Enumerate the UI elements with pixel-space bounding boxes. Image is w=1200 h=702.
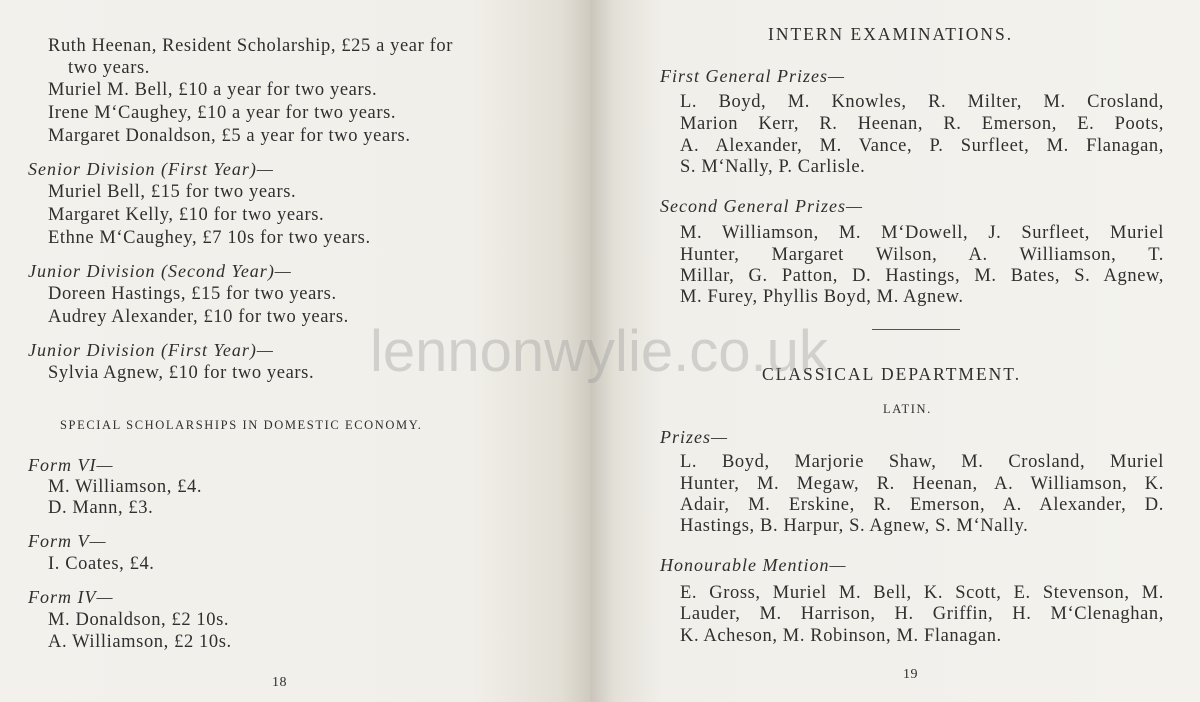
subsection-title: LATIN. <box>883 402 932 416</box>
page-number: 19 <box>903 667 918 682</box>
prize-line: Millar, G. Patton, D. Hastings, M. Bates, S. Agnew, <box>680 266 1164 286</box>
section-heading: First General Prizes— <box>660 66 845 86</box>
list-item: M. Williamson, £4. <box>48 477 203 497</box>
section-title: CLASSICAL DEPARTMENT. <box>762 364 1022 384</box>
list-item: A. Williamson, £2 10s. <box>48 632 232 652</box>
page-title: INTERN EXAMINATIONS. <box>768 24 1014 44</box>
page-number: 18 <box>272 675 287 690</box>
prize-line: L. Boyd, Marjorie Shaw, M. Crosland, Muriel <box>680 452 1164 472</box>
list-item: I. Coates, £4. <box>48 554 155 574</box>
prize-line: Hunter, Margaret Wilson, A. Williamson, T. <box>680 245 1164 265</box>
list-item: D. Mann, £3. <box>48 498 154 518</box>
list-item: Margaret Kelly, £10 for two years. <box>48 205 325 225</box>
divider <box>872 329 960 330</box>
prize-line: A. Alexander, M. Vance, P. Surfleet, M. Flanagan, <box>680 136 1164 156</box>
watermark: lennonwylie.co.uk <box>370 319 828 384</box>
section-heading: Junior Division (First Year)— <box>28 340 274 360</box>
section-heading: Second General Prizes— <box>660 196 863 216</box>
section-heading: Form IV— <box>28 587 114 607</box>
list-item: Muriel Bell, £15 for two years. <box>48 182 297 202</box>
mention-line: E. Gross, Muriel M. Bell, K. Scott, E. Stevenson, M. <box>680 583 1164 603</box>
section-heading: Prizes— <box>660 427 729 447</box>
scholarship-line: Ruth Heenan, Resident Scholarship, £25 a year for <box>48 36 453 56</box>
scholarship-line: two years. <box>68 58 151 78</box>
section-title: SPECIAL SCHOLARSHIPS IN DOMESTIC ECONOMY. <box>60 418 423 432</box>
prize-line: Hunter, M. Megaw, R. Heenan, A. Williamson, K. <box>680 474 1164 494</box>
section-heading: Form VI— <box>28 455 114 475</box>
section-heading: Senior Division (First Year)— <box>28 159 274 179</box>
mention-line: Lauder, M. Harrison, H. Griffin, H. M‘Clenaghan, <box>680 604 1164 624</box>
section-heading: Junior Division (Second Year)— <box>28 261 292 281</box>
scholarship-line: Irene M‘Caughey, £10 a year for two years. <box>48 103 397 123</box>
section-heading: Form V— <box>28 531 107 551</box>
scholarship-line: Muriel M. Bell, £10 a year for two years. <box>48 80 378 100</box>
prize-line: Hastings, B. Harpur, S. Agnew, S. M‘Nally. <box>680 516 1029 536</box>
list-item: Sylvia Agnew, £10 for two years. <box>48 363 315 383</box>
prize-line: S. M‘Nally, P. Carlisle. <box>680 157 866 177</box>
prize-line: L. Boyd, M. Knowles, R. Milter, M. Crosland, <box>680 92 1164 112</box>
list-item: Doreen Hastings, £15 for two years. <box>48 284 337 304</box>
prize-line: M. Furey, Phyllis Boyd, M. Agnew. <box>680 287 964 307</box>
scholarship-line: Margaret Donaldson, £5 a year for two years. <box>48 126 411 146</box>
list-item: M. Donaldson, £2 10s. <box>48 610 230 630</box>
section-heading: Honourable Mention— <box>660 555 847 575</box>
prize-line: M. Williamson, M. M‘Dowell, J. Surfleet, Muriel <box>680 223 1164 243</box>
prize-line: Adair, M. Erskine, R. Emerson, A. Alexander, D. <box>680 495 1164 515</box>
mention-line: K. Acheson, M. Robinson, M. Flanagan. <box>680 626 1002 646</box>
list-item: Ethne M‘Caughey, £7 10s for two years. <box>48 228 371 248</box>
list-item: Audrey Alexander, £10 for two years. <box>48 307 349 327</box>
prize-line: Marion Kerr, R. Heenan, R. Emerson, E. Poots, <box>680 114 1164 134</box>
